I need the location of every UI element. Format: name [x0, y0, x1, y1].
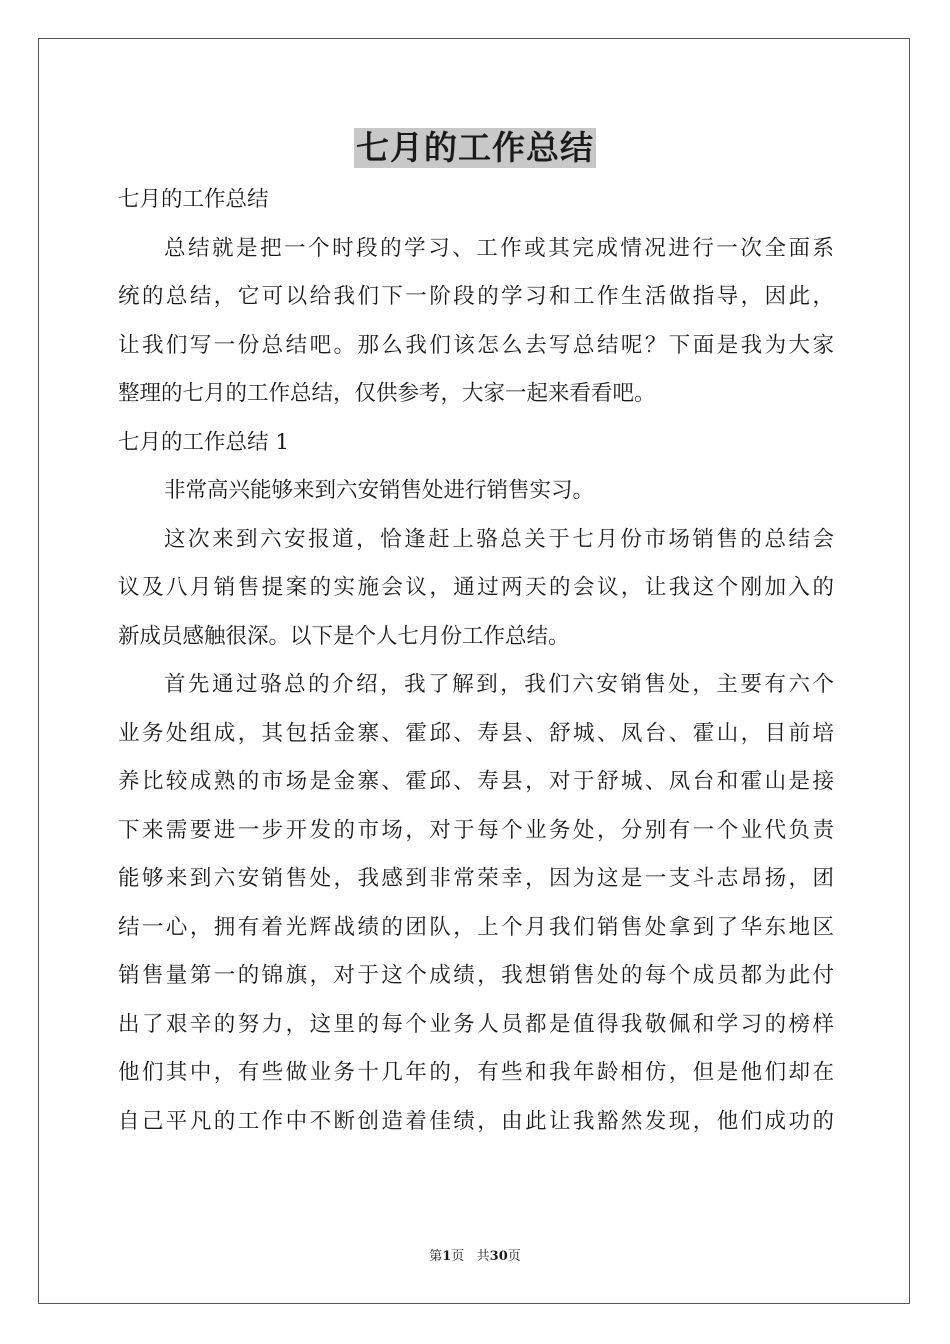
text-line: 这次来到六安报道，恰逢赶上骆总关于七月份市场销售的总结会: [164, 526, 834, 552]
text-line: 七月的工作总结: [118, 187, 269, 212]
text-line: 议及八月销售提案的实施会议，通过两天的会议，让我这个刚加入的: [118, 575, 834, 600]
footer-middle: 页 共: [451, 1249, 490, 1264]
text-line: 非常高兴能够来到六安销售处进行销售实习。: [164, 478, 595, 503]
current-page-number: 1: [442, 1249, 452, 1264]
document-body: [118, 176, 834, 1146]
text-line: 首先通过骆总的介绍，我了解到，我们六安销售处，主要有六个: [164, 672, 834, 697]
text-line: 能够来到六安销售处，我感到非常荣幸，因为这是一支斗志昂扬，团: [118, 866, 834, 891]
text-line: 统的总结，它可以给我们下一阶段的学习和工作生活做指导，因此，: [118, 284, 834, 309]
title-container: [0, 128, 950, 168]
footer-suffix: 页: [507, 1249, 521, 1264]
text-line: 他们其中，有些做业务十几年的，有些和我年龄相仿，但是他们却在: [118, 1060, 834, 1085]
text-line: 销售量第一的锦旗，对于这个成绩，我想销售处的每个成员都为此付: [118, 963, 834, 988]
text-line: 下来需要进一步开发的市场，对于每个业务处，分别有一个业代负责: [118, 817, 834, 843]
text-line: 养比较成熟的市场是金寨、霍邱、寿县，对于舒城、凤台和霍山是接: [118, 769, 834, 794]
text-line: 业务处组成，其包括金寨、霍邱、寿县、舒城、凤台、霍山，目前培: [118, 720, 834, 746]
text-line: 自己平凡的工作中不断创造着佳绩，由此让我豁然发现，他们成功的: [118, 1108, 834, 1134]
text-line: 出了艰辛的努力，这里的每个业务人员都是值得我敬佩和学习的榜样: [118, 1011, 834, 1037]
section-heading: 七月的工作总结 1: [118, 429, 290, 455]
page-footer: [0, 1248, 950, 1266]
text-line: 整理的七月的工作总结，仅供参考，大家一起来看看吧。: [118, 381, 656, 406]
text-line: 结一心，拥有着光辉战绩的团队，上个月我们销售处拿到了华东地区: [118, 914, 834, 940]
text-line: 总结就是把一个时段的学习、工作或其完成情况进行一次全面系: [164, 235, 834, 261]
text-line: 新成员感触很深。以下是个人七月份工作总结。: [118, 623, 570, 649]
total-page-count: 30: [489, 1249, 508, 1264]
footer-prefix: 第: [429, 1249, 443, 1264]
document-title: 七月的工作总结: [356, 128, 594, 167]
text-line: 让我们写一份总结吧。那么我们该怎么去写总结呢？下面是我为大家: [118, 332, 834, 358]
